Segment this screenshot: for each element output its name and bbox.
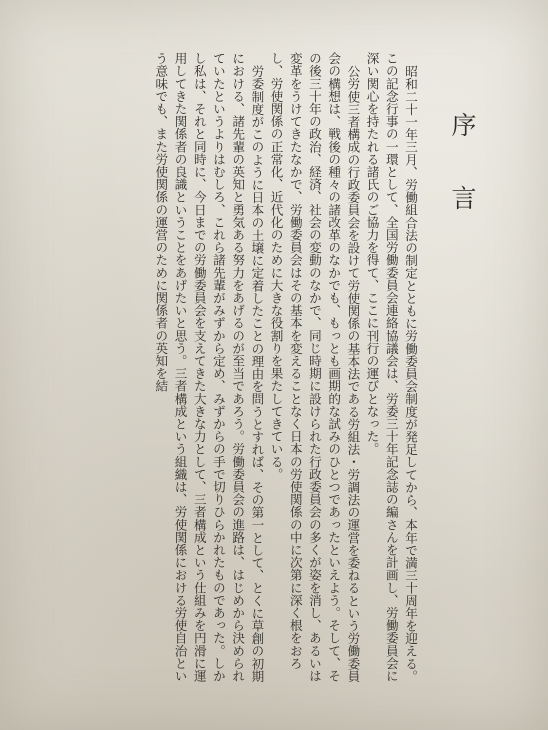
document-body [151, 52, 420, 682]
paragraph-3: 労委制度がこのように日本の土壌に定着したことの理由を問うとすれば、その第一として、とくに草創の初期における、諸先輩の英知と勇気ある努力をあげるのが至当であろう。労働委員会の進路は、はじめから決められていたというよりはむしろ、これら諸先輩がみずから定め、みずからの手で切りひらかれたものであった。しかし私は、それと同時に、今日までの労働委員会を支えてきた大きな力として、三者構成という仕組みを円滑に運用してきた関係者の良識ということをあげたいと思う。三者構成という組織は、労使関係における労使自治という意味でも、また労使関係の運営のために関係者の英知を結 [153, 52, 265, 682]
paragraph-2: 公労使三者構成の行政委員会を設けて労使関係の基本法である労組法・労調法の運営を委ねるという労働委員会の構想は、戦後の種々の諸改革のなかでも、もっとも画期的な試みのひとつであったといえよう。そして、その後三十年の政治、経済、社会の変動のなかで、同じ時期に設けられた行政委員会の多くが姿を消し、あるいは変革をうけてきたなかで、労働委員会はその基本を変えることなく日本の労使関係の中に次第に深く根をおろし、労使関係の正常化、近代化のために大きな役割りを果たしてきている。 [268, 52, 361, 682]
paragraph-1: 昭和二十一年三月、労働組合法の制定とともに労働委員会制度が発足してから、本年で満三十周年を迎える。この記念行事の一環として、全国労働委員会連絡協議会は、労委三十年記念誌の編さんを計画し、労働委員会に深い関心を持たれる諸氏のご協力を得て、ここに刊行の運びとなった。 [364, 52, 418, 682]
document-title: 序言 [448, 112, 477, 258]
